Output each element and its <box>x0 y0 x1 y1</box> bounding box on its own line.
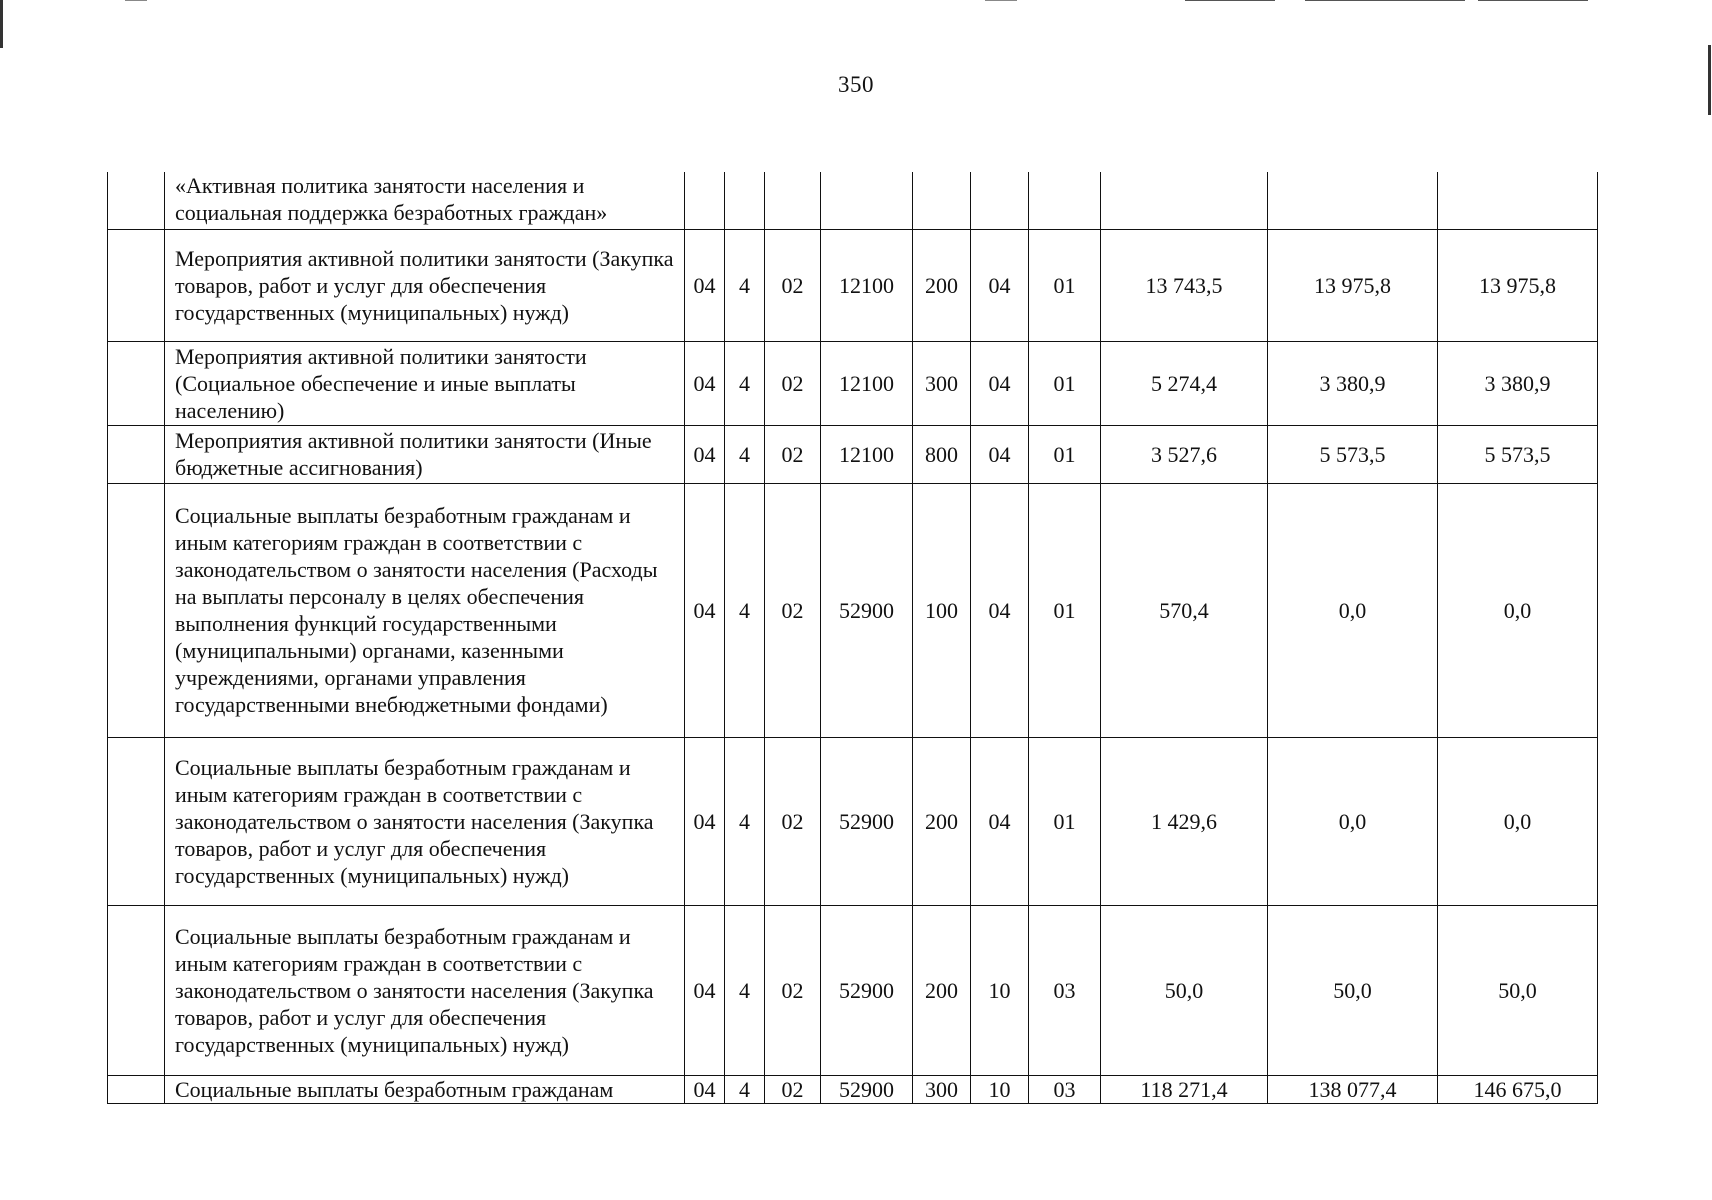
scan-edge-mark <box>125 0 147 1</box>
scan-edge-mark <box>0 0 3 48</box>
code-cell: 01 <box>1029 425 1101 483</box>
code-cell: 01 <box>1029 483 1101 737</box>
code-cell: 02 <box>765 341 821 425</box>
code-cell: 01 <box>1029 737 1101 905</box>
scan-edge-mark <box>1478 0 1588 1</box>
description-cell: Социальные выплаты безработным гражданам <box>165 1075 685 1103</box>
amount-cell: 50,0 <box>1438 905 1598 1075</box>
code-cell <box>685 172 725 229</box>
code-cell: 12100 <box>821 229 913 341</box>
description-cell: Мероприятия активной политики занятости (Социальное обеспечение и иные выплаты населению) <box>165 341 685 425</box>
code-cell: 10 <box>971 905 1029 1075</box>
code-cell: 200 <box>913 737 971 905</box>
code-cell: 12100 <box>821 425 913 483</box>
scan-edge-mark <box>1305 0 1465 1</box>
amount-cell: 5 274,4 <box>1101 341 1268 425</box>
amount-cell: 3 380,9 <box>1268 341 1438 425</box>
amount-cell: 118 271,4 <box>1101 1075 1268 1103</box>
budget-table <box>107 172 1598 1104</box>
amount-cell: 13 975,8 <box>1438 229 1598 341</box>
code-cell: 02 <box>765 425 821 483</box>
scan-edge-mark <box>1185 0 1275 1</box>
description-cell: Социальные выплаты безработным гражданам и иным категориям граждан в соответствии с законодательством о занятости населения (Закупка товаров, работ и услуг для обеспечения государственных (муниципальных) нужд) <box>165 737 685 905</box>
row-number-cell <box>108 341 165 425</box>
description-cell: Социальные выплаты безработным гражданам и иным категориям граждан в соответствии с законодательством о занятости населения (Расходы на выплаты персоналу в целях обеспечения выполнения функций государственными (муниципальными) органами, казенными учреждениями, органами управления государственными внебюджетными фондами) <box>165 483 685 737</box>
amount-cell: 0,0 <box>1438 737 1598 905</box>
amount-cell: 570,4 <box>1101 483 1268 737</box>
table-row <box>108 905 1598 1075</box>
row-number-cell <box>108 483 165 737</box>
table-row <box>108 483 1598 737</box>
code-cell: 04 <box>685 1075 725 1103</box>
code-cell: 04 <box>971 229 1029 341</box>
amount-cell: 0,0 <box>1268 483 1438 737</box>
code-cell: 52900 <box>821 737 913 905</box>
table-row <box>108 229 1598 341</box>
code-cell <box>821 172 913 229</box>
row-number-cell <box>108 905 165 1075</box>
code-cell: 04 <box>971 483 1029 737</box>
amount-cell <box>1101 172 1268 229</box>
amount-cell: 146 675,0 <box>1438 1075 1598 1103</box>
code-cell: 02 <box>765 905 821 1075</box>
amount-cell: 50,0 <box>1268 905 1438 1075</box>
row-number-cell <box>108 172 165 229</box>
description-cell: Мероприятия активной политики занятости (Иные бюджетные ассигнования) <box>165 425 685 483</box>
code-cell: 02 <box>765 1075 821 1103</box>
code-cell: 200 <box>913 905 971 1075</box>
code-cell: 800 <box>913 425 971 483</box>
code-cell: 01 <box>1029 341 1101 425</box>
code-cell: 03 <box>1029 905 1101 1075</box>
amount-cell <box>1438 172 1598 229</box>
code-cell <box>1029 172 1101 229</box>
scan-edge-mark <box>985 0 1017 1</box>
amount-cell: 3 527,6 <box>1101 425 1268 483</box>
code-cell <box>971 172 1029 229</box>
code-cell: 04 <box>971 341 1029 425</box>
table-row <box>108 425 1598 483</box>
amount-cell: 1 429,6 <box>1101 737 1268 905</box>
row-number-cell <box>108 229 165 341</box>
table-row <box>108 1075 1598 1103</box>
code-cell <box>913 172 971 229</box>
code-cell: 4 <box>725 1075 765 1103</box>
table-row <box>108 737 1598 905</box>
amount-cell: 5 573,5 <box>1438 425 1598 483</box>
code-cell: 4 <box>725 425 765 483</box>
code-cell: 04 <box>685 483 725 737</box>
code-cell: 01 <box>1029 229 1101 341</box>
code-cell: 300 <box>913 1075 971 1103</box>
row-number-cell <box>108 425 165 483</box>
code-cell <box>765 172 821 229</box>
code-cell: 100 <box>913 483 971 737</box>
amount-cell: 50,0 <box>1101 905 1268 1075</box>
amount-cell: 138 077,4 <box>1268 1075 1438 1103</box>
code-cell: 52900 <box>821 483 913 737</box>
description-cell: «Активная политика занятости населения и социальная поддержка безработных граждан» <box>165 172 685 229</box>
row-number-cell <box>108 1075 165 1103</box>
code-cell: 300 <box>913 341 971 425</box>
code-cell: 04 <box>971 425 1029 483</box>
amount-cell: 0,0 <box>1268 737 1438 905</box>
description-cell: Социальные выплаты безработным гражданам и иным категориям граждан в соответствии с законодательством о занятости населения (Закупка товаров, работ и услуг для обеспечения государственных (муниципальных) нужд) <box>165 905 685 1075</box>
code-cell: 04 <box>971 737 1029 905</box>
code-cell: 10 <box>971 1075 1029 1103</box>
code-cell: 4 <box>725 341 765 425</box>
code-cell: 52900 <box>821 1075 913 1103</box>
code-cell: 04 <box>685 905 725 1075</box>
code-cell: 02 <box>765 229 821 341</box>
table-row <box>108 172 1598 229</box>
page-number: 350 <box>838 72 874 97</box>
amount-cell: 3 380,9 <box>1438 341 1598 425</box>
code-cell: 12100 <box>821 341 913 425</box>
code-cell: 4 <box>725 737 765 905</box>
amount-cell: 13 975,8 <box>1268 229 1438 341</box>
code-cell: 04 <box>685 341 725 425</box>
amount-cell: 0,0 <box>1438 483 1598 737</box>
code-cell: 02 <box>765 483 821 737</box>
amount-cell <box>1268 172 1438 229</box>
code-cell: 4 <box>725 483 765 737</box>
amount-cell: 5 573,5 <box>1268 425 1438 483</box>
code-cell: 04 <box>685 737 725 905</box>
code-cell <box>725 172 765 229</box>
description-cell: Мероприятия активной политики занятости (Закупка товаров, работ и услуг для обеспечения государственных (муниципальных) нужд) <box>165 229 685 341</box>
row-number-cell <box>108 737 165 905</box>
code-cell: 03 <box>1029 1075 1101 1103</box>
code-cell: 200 <box>913 229 971 341</box>
code-cell: 52900 <box>821 905 913 1075</box>
code-cell: 4 <box>725 229 765 341</box>
table-row <box>108 341 1598 425</box>
code-cell: 04 <box>685 425 725 483</box>
code-cell: 02 <box>765 737 821 905</box>
code-cell: 4 <box>725 905 765 1075</box>
code-cell: 04 <box>685 229 725 341</box>
amount-cell: 13 743,5 <box>1101 229 1268 341</box>
